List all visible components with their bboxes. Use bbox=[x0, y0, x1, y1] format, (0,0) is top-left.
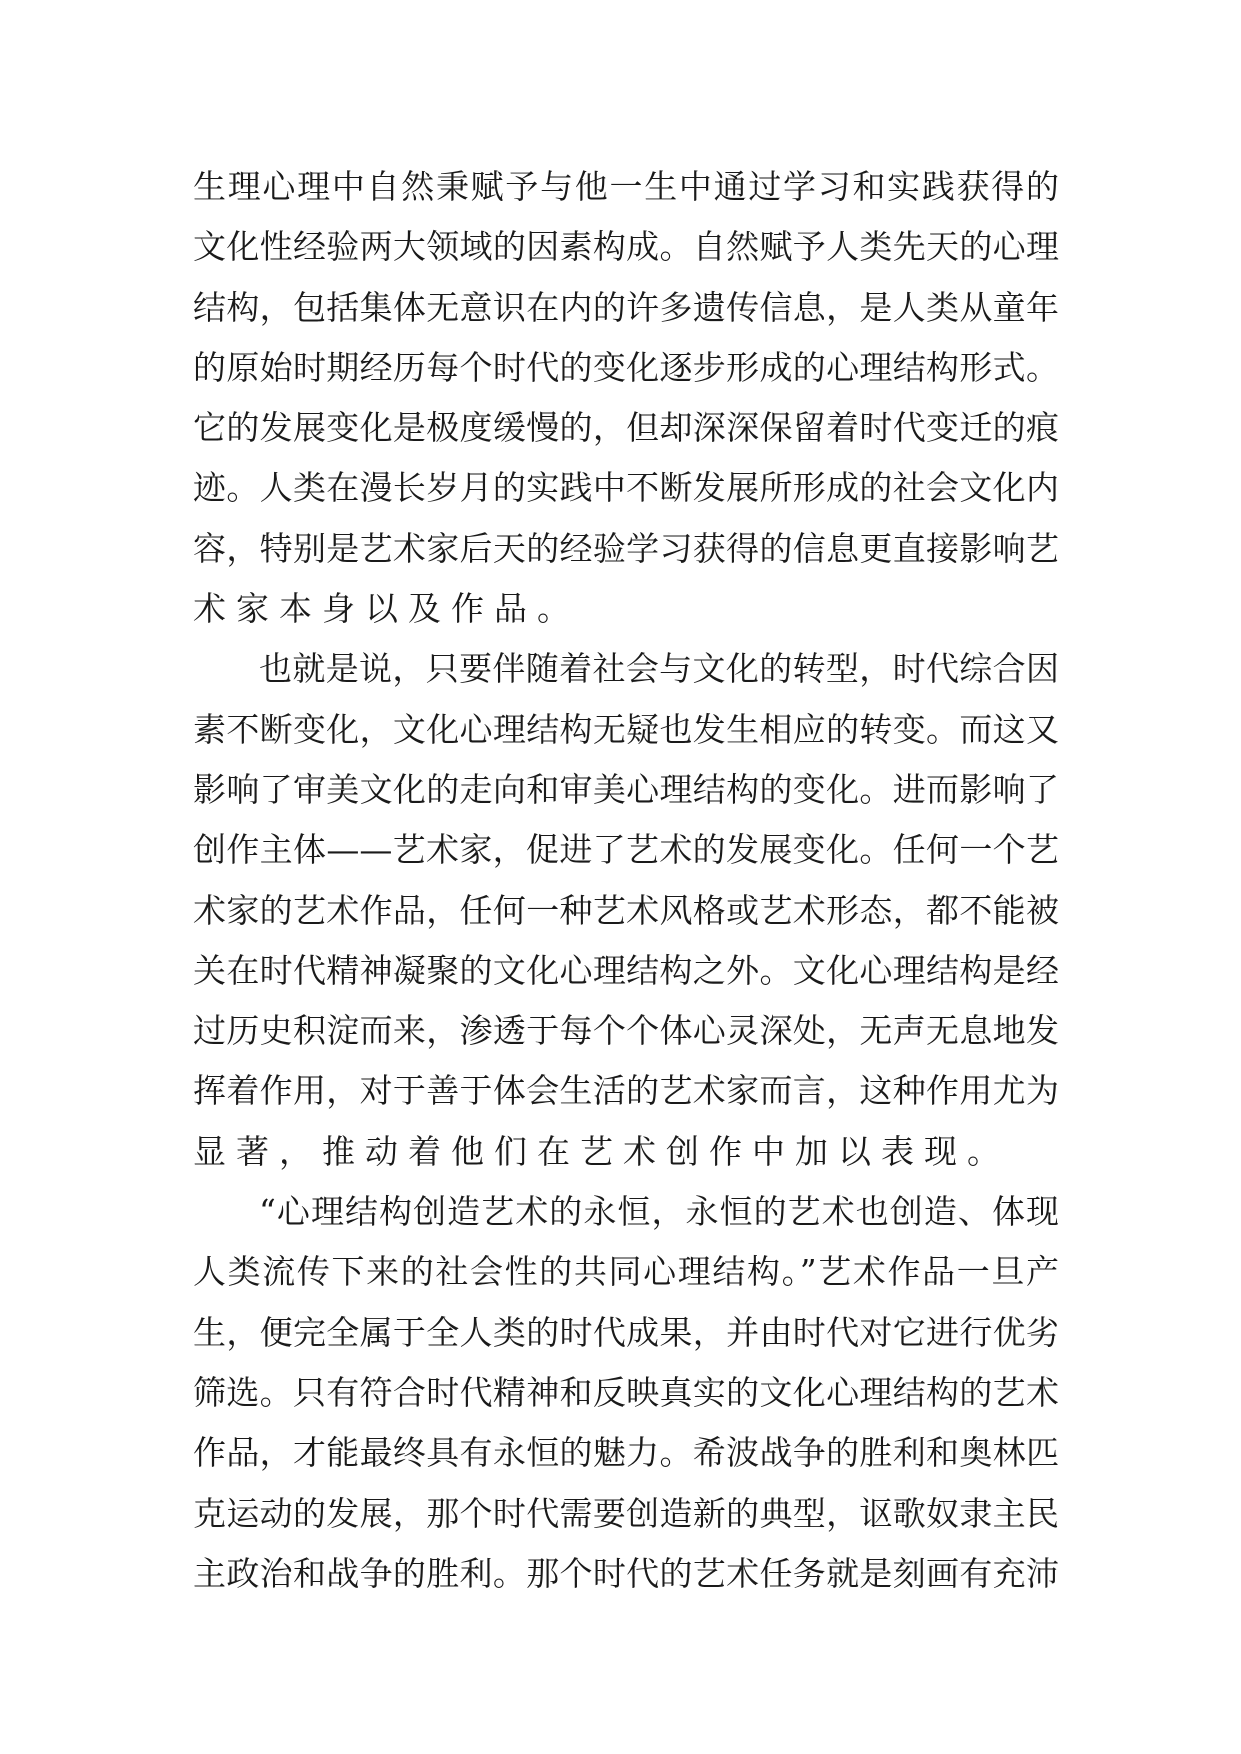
text-line: 主政治和战争的胜利。那个时代的艺术任务就是刻画有充沛 bbox=[193, 1553, 1059, 1593]
text-line: 过历史积淀而来，渗透于每个个体心灵深处，无声无息地发 bbox=[193, 1011, 1059, 1051]
text-line: 生理心理中自然秉赋予与他一生中通过学习和实践获得的 bbox=[193, 167, 1059, 206]
text-line: 结构，包括集体无意识在内的许多遗传信息，是人类从童年 bbox=[193, 287, 1059, 327]
text-line: 人类流传下来的社会性的共同心理结构。”艺术作品一旦产 bbox=[193, 1252, 1059, 1292]
text-line: 作品，才能最终具有永恒的魅力。希波战争的胜利和奥林匹 bbox=[193, 1433, 1059, 1473]
text-line: 生，便完全属于全人类的时代成果，并由时代对它进行优劣 bbox=[193, 1312, 1059, 1352]
text-line: 术家的艺术作品，任何一种艺术风格或艺术形态，都不能被 bbox=[193, 890, 1059, 930]
text-line: 挥着作用，对于善于体会生活的艺术家而言，这种作用尤为 bbox=[193, 1071, 1059, 1111]
text-line: 也就是说，只要伴随着社会与文化的转型，时代综合因 bbox=[259, 649, 1059, 689]
text-line: 筛选。只有符合时代精神和反映真实的文化心理结构的艺术 bbox=[193, 1372, 1059, 1412]
body-text bbox=[193, 157, 1059, 1604]
text-line: 创作主体——艺术家，促进了艺术的发展变化。任何一个艺 bbox=[193, 830, 1059, 870]
text-line: 迹。人类在漫长岁月的实践中不断发展所形成的社会文化内 bbox=[193, 468, 1059, 508]
text-line: 的原始时期经历每个时代的变化逐步形成的心理结构形式。 bbox=[193, 347, 1059, 387]
text-line: 文化性经验两大领域的因素构成。自然赋予人类先天的心理 bbox=[193, 227, 1059, 267]
text-line: 容，特别是艺术家后天的经验学习获得的信息更直接影响艺 bbox=[193, 528, 1059, 568]
text-line: 素不断变化，文化心理结构无疑也发生相应的转变。而这又 bbox=[193, 709, 1059, 749]
text-line: 术家本身以及作品。 bbox=[193, 589, 580, 629]
text-line: 克运动的发展，那个时代需要创造新的典型，讴歌奴隶主民 bbox=[193, 1493, 1059, 1533]
text-line: “心理结构创造艺术的永恒，永恒的艺术也创造、体现 bbox=[259, 1192, 1059, 1232]
text-line: 关在时代精神凝聚的文化心理结构之外。文化心理结构是经 bbox=[193, 950, 1059, 990]
text-line: 它的发展变化是极度缓慢的，但却深深保留着时代变迁的痕 bbox=[193, 408, 1059, 448]
text-line: 影响了审美文化的走向和审美心理结构的变化。进而影响了 bbox=[193, 769, 1059, 809]
text-line: 显著，推动着他们在艺术创作中加以表现。 bbox=[193, 1131, 1010, 1171]
